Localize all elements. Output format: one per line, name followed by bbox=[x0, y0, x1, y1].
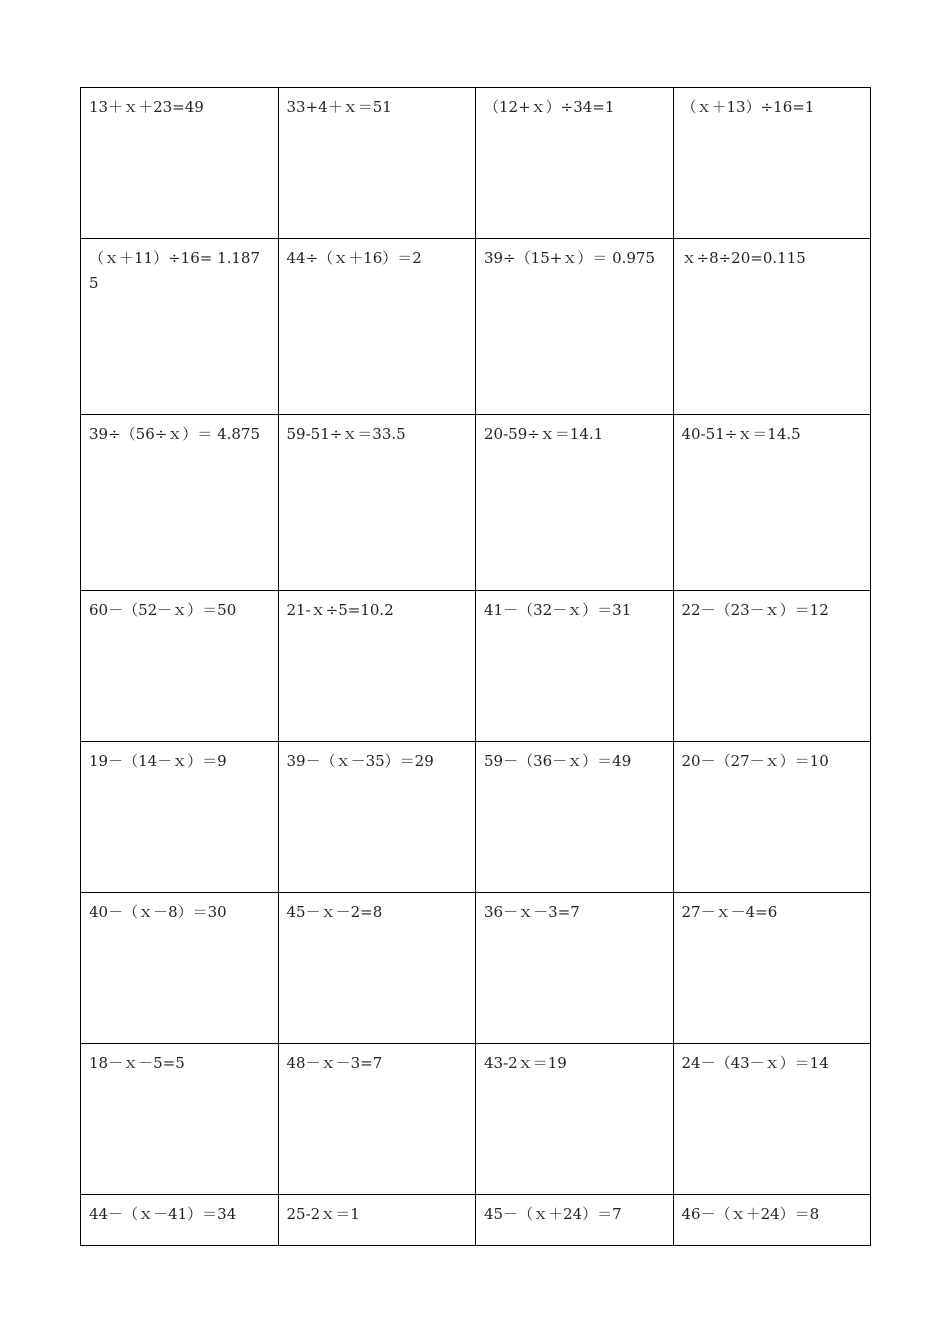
equation-cell: 27－ｘ－4=6 bbox=[673, 893, 871, 1044]
equation-cell: 25-2ｘ＝1 bbox=[278, 1195, 476, 1246]
equation-cell: 21-ｘ÷5=10.2 bbox=[278, 591, 476, 742]
equation-cell: （ｘ＋13）÷16=1 bbox=[673, 88, 871, 239]
equation-cell: 39－（ｘ－35）＝29 bbox=[278, 742, 476, 893]
table-row bbox=[81, 893, 871, 1044]
table-row bbox=[81, 415, 871, 591]
table-row bbox=[81, 88, 871, 239]
equation-cell: 43-2ｘ＝19 bbox=[476, 1044, 674, 1195]
equation-cell: 44－（ｘ－41）＝34 bbox=[81, 1195, 279, 1246]
equation-cell: 22－（23－ｘ）＝12 bbox=[673, 591, 871, 742]
equation-cell: ｘ÷8÷20=0.115 bbox=[673, 239, 871, 415]
equation-cell: 39÷（15+ｘ）＝ 0.975 bbox=[476, 239, 674, 415]
equation-cell: 44÷（ｘ＋16）＝2 bbox=[278, 239, 476, 415]
equation-cell: 59－（36－ｘ）＝49 bbox=[476, 742, 674, 893]
equation-worksheet-table bbox=[80, 87, 871, 1246]
equation-cell: 19－（14－ｘ）＝9 bbox=[81, 742, 279, 893]
equation-cell: 59-51÷ｘ＝33.5 bbox=[278, 415, 476, 591]
table-row bbox=[81, 239, 871, 415]
equation-cell: 40-51÷ｘ＝14.5 bbox=[673, 415, 871, 591]
equation-cell: 33+4＋ｘ＝51 bbox=[278, 88, 476, 239]
equation-cell: 20－（27－ｘ）＝10 bbox=[673, 742, 871, 893]
table-row bbox=[81, 742, 871, 893]
equation-cell: 36－ｘ－3=7 bbox=[476, 893, 674, 1044]
equation-cell: 41－（32－ｘ）＝31 bbox=[476, 591, 674, 742]
equation-cell: 45－（ｘ＋24）＝7 bbox=[476, 1195, 674, 1246]
equation-cell: 18－ｘ－5=5 bbox=[81, 1044, 279, 1195]
equation-cell: 24－（43－ｘ）＝14 bbox=[673, 1044, 871, 1195]
equation-cell: 60－（52－ｘ）＝50 bbox=[81, 591, 279, 742]
equation-cell: 39÷（56÷ｘ）＝ 4.875 bbox=[81, 415, 279, 591]
equation-cell: 20-59÷ｘ＝14.1 bbox=[476, 415, 674, 591]
equation-cell: 46－（ｘ＋24）＝8 bbox=[673, 1195, 871, 1246]
equation-cell: 45－ｘ－2=8 bbox=[278, 893, 476, 1044]
equation-cell: 40－（ｘ－8）＝30 bbox=[81, 893, 279, 1044]
equation-cell: 13＋ｘ＋23=49 bbox=[81, 88, 279, 239]
table-row bbox=[81, 591, 871, 742]
equation-cell: （ｘ＋11）÷16= 1.1875 bbox=[81, 239, 279, 415]
equation-cell: （12+ｘ）÷34=1 bbox=[476, 88, 674, 239]
equation-cell: 48－ｘ－3=7 bbox=[278, 1044, 476, 1195]
table-row bbox=[81, 1195, 871, 1246]
table-row bbox=[81, 1044, 871, 1195]
